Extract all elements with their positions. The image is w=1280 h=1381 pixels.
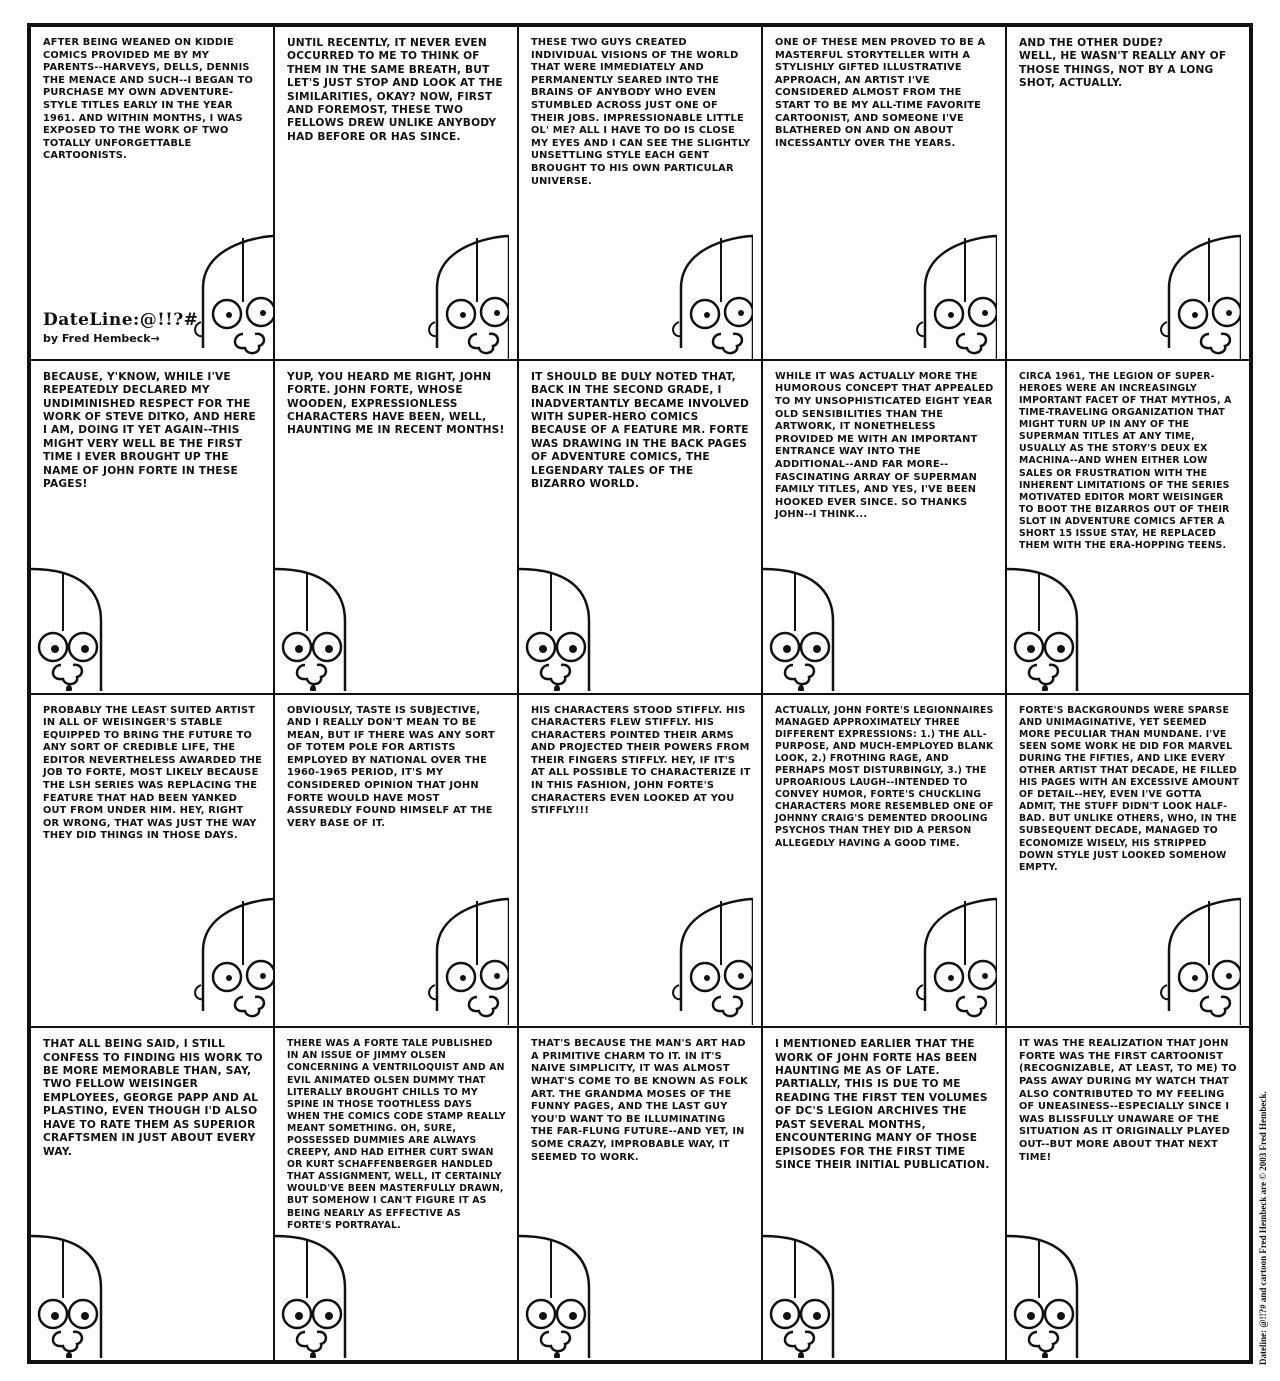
panel-5 [1006, 26, 1250, 360]
hembeck-head-icon [181, 885, 274, 1025]
hembeck-head-icon [31, 1218, 131, 1358]
caption: YUP, YOU HEARD ME RIGHT, JOHN FORTE. JOHN FORTE, WHOSE WOODEN, EXPRESSIONLESS CHARACTERS HAVE BEEN, WELL, HAUNTING ME IN RECENT MONTHS! [287, 370, 505, 437]
panel-15 [1006, 694, 1250, 1028]
panel-19 [762, 1027, 1006, 1361]
caption: WHILE IT WAS ACTUALLY MORE THE HUMOROUS CONCEPT THAT APPEALED TO MY UNSOPHISTICATED EIGHT YEAR OLD SENSIBILITIES THAN THE ARTWORK, IT NONETHELESS PROVIDED ME WITH AN IMPORTANT ENTRANCE WAY INTO THE ADDITIONAL--AND FAR MORE--FASCINATING ARRAY OF SUPERMAN FAMILY TITLES, AND YES, I'VE BEEN HOOKED EVER SINCE. SO THANKS JOHN--I THINK... [775, 370, 994, 521]
caption: AFTER BEING WEANED ON KIDDIE COMICS PROVIDED ME BY MY PARENTS--HARVEYS, DELLS, DENNIS THE MENACE AND SUCH--I BEGAN TO PURCHASE MY OWN ADVENTURE-STYLE TITLES EARLY IN THE YEAR 1961. AND WITHIN MONTHS, I WAS EXPOSED TO THE WORK OF TWO TOTALLY UNFORGETTABLE CARTOONISTS. [43, 37, 254, 162]
hembeck-head-icon [31, 551, 131, 691]
panel-14 [762, 694, 1006, 1028]
panel-17 [274, 1027, 518, 1361]
hembeck-head-icon [1147, 885, 1241, 1025]
hembeck-head-icon [763, 551, 863, 691]
caption: THESE TWO GUYS CREATED INDIVIDUAL VISIONS OF THE WORLD THAT WERE IMMEDIATELY AND PERMANENTLY SEARED INTO THE BRAINS OF ANYBODY WHO EVEN STUMBLED ACROSS JUST ONE OF THEIR JOBS. IMPRESSIONABLE LITTLE OL' ME? ALL I HAVE TO DO IS CLOSE MY EYES AND I CAN SEE THE SLIGHTLY UNSETTLING STYLE EACH GENT BROUGHT TO HIS OWN PARTICULAR UNIVERSE. [531, 37, 751, 187]
panel-2 [274, 26, 518, 360]
hembeck-head-icon [415, 222, 509, 360]
panel-11 [30, 694, 274, 1028]
comic-strip-grid [27, 23, 1253, 1364]
caption: AND THE OTHER DUDE? WELL, HE WASN'T REALLY ANY OF THOSE THINGS, NOT BY A LONG SHOT, ACTUALLY. [1019, 37, 1227, 90]
caption: PROBABLY THE LEAST SUITED ARTIST IN ALL OF WEISINGER'S STABLE EQUIPPED TO BRING THE FUTURE TO ANY SORT OF CREDIBLE LIFE, THE EDITOR NEVERTHELESS AWARDED THE JOB TO FORTE, MOST LIKELY BECAUSE THE LSH SERIES WAS REPLACING THE FEATURE THAT HAD BEEN YANKED OUT FROM UNDER HIM. HEY, RIGHT OR WRONG, THAT WAS JUST THE WAY THEY DID THINGS IN THOSE DAYS. [43, 704, 263, 842]
dateline-logo: DateLine:@!!?# [43, 309, 199, 330]
caption: THERE WAS A FORTE TALE PUBLISHED IN AN ISSUE OF JIMMY OLSEN CONCERNING A VENTRILOQUIST AND AN EVIL ANIMATED OLSEN DUMMY THAT LITERALLY BROUGHT CHILLS TO MY SPINE IN THOSE TOOTHLESS DAYS WHEN THE COMICS CODE STAMP REALLY MEANT SOMETHING. OH, SURE, POSSESSED DUMMIES ARE ALWAYS CREEPY, AND HAD EITHER CURT SWAN OR KURT SCHAFFENBERGER HANDLED THAT ASSIGNMENT, WELL, IT CERTAINLY WOULD'VE BEEN MASTERFULLY DRAWN, BUT SOMEHOW I CAN'T FIGURE IT AS BEING NEARLY AS EFFECTIVE AS FORTE'S PORTRAYAL. [287, 1038, 506, 1231]
hembeck-head-icon [1147, 222, 1241, 360]
panel-3 [518, 26, 762, 360]
panel-8 [518, 360, 762, 694]
panel-6 [30, 360, 274, 694]
caption: THAT ALL BEING SAID, I STILL CONFESS TO FINDING HIS WORK TO BE MORE MEMORABLE THAN, SAY, TWO FELLOW WEISINGER EMPLOYEES, GEORGE PAPP AND AL PLASTINO, EVEN THOUGH I'D ALSO HAVE TO RATE THEM AS SUPERIOR CRAFTSMEN IN JUST ABOUT EVERY WAY. [43, 1038, 263, 1158]
caption: FORTE'S BACKGROUNDS WERE SPARSE AND UNIMAGINATIVE, YET SEEMED MORE PECULIAR THAN MUNDANE. I'VE SEEN SOME WORK HE DID FOR MARVEL DURING THE FIFTIES, AND LIKE EVERY OTHER ARTIST THAT DECADE, HE FILLED HIS PAGES WITH AN EXCESSIVE AMOUNT OF DETAIL--HEY, EVEN I'VE GOTTA ADMIT, THE STUFF DIDN'T LOOK HALF-BAD. BUT UNLIKE OTHERS, WHO, IN THE SUBSEQUENT DECADE, MANAGED TO ECONOMIZE WISELY, HIS STRIPPED DOWN STYLE JUST LOOKED SOMEHOW EMPTY. [1019, 704, 1239, 873]
hembeck-head-icon [519, 551, 619, 691]
byline: by Fred Hembeck→ [43, 331, 160, 345]
caption: CIRCA 1961, THE LEGION OF SUPER-HEROES WERE AN INCREASINGLY IMPORTANT FACET OF THAT MYTHOS, A TIME-TRAVELING ORGANIZATION THAT MIGHT TURN UP IN ANY OF THE SUPERMAN TITLES AT ANY TIME, USUALLY AS THE STORY'S DEUX EX MACHINA--AND WHEN EITHER LOW SALES OR FRUSTRATION WITH THE INHERENT LIMITATIONS OF THE SERIES MOTIVATED EDITOR MORT WEISINGER TO BOOT THE BIZARROS OUT OF THEIR SLOT IN ADVENTURE COMICS AFTER A SHORT 15 ISSUE STAY, HE REPLACED THEM WITH THE ERA-HOPPING TEENS. [1019, 370, 1232, 552]
caption: THAT'S BECAUSE THE MAN'S ART HAD A PRIMITIVE CHARM TO IT. IN IT'S NAIVE SIMPLICITY, IT WAS ALMOST WHAT'S COME TO BE KNOWN AS FOLK ART. THE GRANDMA MOSES OF THE FUNNY PAGES, AND THE LAST GUY YOU'D WANT TO BE ILLUMINATING THE FAR-FLUNG FUTURE--AND YET, IN SOME CRAZY, IMPROBABLE WAY, IT SEEMED TO WORK. [531, 1038, 748, 1163]
hembeck-head-icon [415, 885, 509, 1025]
dateline-signature [43, 310, 198, 345]
caption: HIS CHARACTERS STOOD STIFFLY. HIS CHARACTERS FLEW STIFFLY. HIS CHARACTERS POINTED THEIR ARMS AND PROJECTED THEIR POWERS FROM THEIR FINGERS STIFFLY. HEY, IF IT'S AT ALL POSSIBLE TO CHARACTERIZE IT IN THIS FASHION, JOHN FORTE'S CHARACTERS EVEN LOOKED AT YOU STIFFLY!!! [531, 704, 751, 817]
hembeck-head-icon [763, 1218, 863, 1358]
panel-10 [1006, 360, 1250, 694]
panel-12 [274, 694, 518, 1028]
hembeck-head-icon [275, 1218, 375, 1358]
panel-18 [518, 1027, 762, 1361]
hembeck-head-icon [903, 222, 997, 360]
caption: IT SHOULD BE DULY NOTED THAT, BACK IN THE SECOND GRADE, I INADVERTANTLY BECAME INVOLVED WITH SUPER-HERO COMICS BECAUSE OF A FEATURE MR. FORTE WAS DRAWING IN THE BACK PAGES OF ADVENTURE COMICS, THE LEGENDARY TALES OF THE BIZARRO WORLD. [531, 370, 749, 490]
caption: UNTIL RECENTLY, IT NEVER EVEN OCCURRED TO ME TO THINK OF THEM IN THE SAME BREATH, BUT LET'S JUST STOP AND LOOK AT THE SIMILARITIES, OKAY? NOW, FIRST AND FOREMOST, THESE TWO FELLOWS DREW UNLIKE ANYBODY HAD BEFORE OR HAS SINCE. [287, 37, 503, 143]
panel-4 [762, 26, 1006, 360]
hembeck-head-icon [903, 885, 997, 1025]
panel-9 [762, 360, 1006, 694]
caption: IT WAS THE REALIZATION THAT JOHN FORTE WAS THE FIRST CARTOONIST (RECOGNIZABLE, AT LEAST, TO ME) TO PASS AWAY DURING MY WATCH THAT ALSO CONTRIBUTED TO MY FEELING OF UNEASINESS--ESPECIALLY SINCE I WAS BLISSFULLY UNAWARE OF THE SITUATION AS IT ORIGINALLY PLAYED OUT--BUT MORE ABOUT THAT NEXT TIME! [1019, 1038, 1237, 1163]
hembeck-head-icon [1007, 1218, 1107, 1358]
caption: ONE OF THESE MEN PROVED TO BE A MASTERFUL STORYTELLER WITH A STYLISHLY GIFTED ILLUSTRATIVE APPROACH, AN ARTIST I'VE CONSIDERED ALMOST FROM THE START TO BE MY ALL-TIME FAVORITE CARTOONIST, AND SOMEONE I'VE BLATHERED ON AND ON ABOUT INCESSANTLY OVER THE YEARS. [775, 37, 986, 149]
panel-20 [1006, 1027, 1250, 1361]
panel-7 [274, 360, 518, 694]
copyright-credit: Dateline: @!!?# and cartoon Fred Hembeck are © 2003 Fred Hembeck. [1258, 1091, 1268, 1365]
hembeck-head-icon [1007, 551, 1107, 691]
panel-13 [518, 694, 762, 1028]
caption: ACTUALLY, JOHN FORTE'S LEGIONNAIRES MANAGED APPROXIMATELY THREE DIFFERENT EXPRESSIONS: 1.) THE ALL-PURPOSE, AND MUCH-EMPLOYED BLANK LOOK, 2.) FROTHING RAGE, AND PERHAPS MOST DISTURBINGLY, 3.) THE UPROARIOUS LAUGH--INTENDED TO CONVEY HUMOR, FORTE'S CHUCKLING CHARACTERS MORE RESEMBLED ONE OF JOHNNY CRAIG'S DEMENTED DROOLING PSYCHOS THAN THEY DID A PERSON ALLEGEDLY HAVING A GOOD TIME. [775, 704, 994, 849]
hembeck-head-icon [659, 885, 753, 1025]
hembeck-head-icon [275, 551, 375, 691]
panel-1 [30, 26, 274, 360]
panel-16 [30, 1027, 274, 1361]
hembeck-head-icon [519, 1218, 619, 1358]
caption: OBVIOUSLY, TASTE IS SUBJECTIVE, AND I REALLY DON'T MEAN TO BE MEAN, BUT IF THERE WAS ANY SORT OF TOTEM POLE FOR ARTISTS EMPLOYED BY NATIONAL OVER THE 1960-1965 PERIOD, IT'S MY CONSIDERED OPINION THAT JOHN FORTE WOULD HAVE MOST ASSUREDLY FOUND HIMSELF AT THE VERY BASE OF IT. [287, 704, 495, 829]
hembeck-head-icon [659, 222, 753, 360]
caption: I MENTIONED EARLIER THAT THE WORK OF JOHN FORTE HAS BEEN HAUNTING ME AS OF LATE. PARTIALLY, THIS IS DUE TO ME READING THE FIRST TEN VOLUMES OF DC'S LEGION ARCHIVES THE PAST SEVERAL MONTHS, ENCOUNTERING MANY OF THOSE EPISODES FOR THE FIRST TIME SINCE THEIR INITIAL PUBLICATION. [775, 1038, 990, 1171]
caption: BECAUSE, Y'KNOW, WHILE I'VE REPEATEDLY DECLARED MY UNDIMINISHED RESPECT FOR THE WORK OF STEVE DITKO, AND HERE I AM, DOING IT YET AGAIN--THIS MIGHT VERY WELL BE THE FIRST TIME I EVER BROUGHT UP THE NAME OF JOHN FORTE IN THESE PAGES! [43, 370, 256, 490]
